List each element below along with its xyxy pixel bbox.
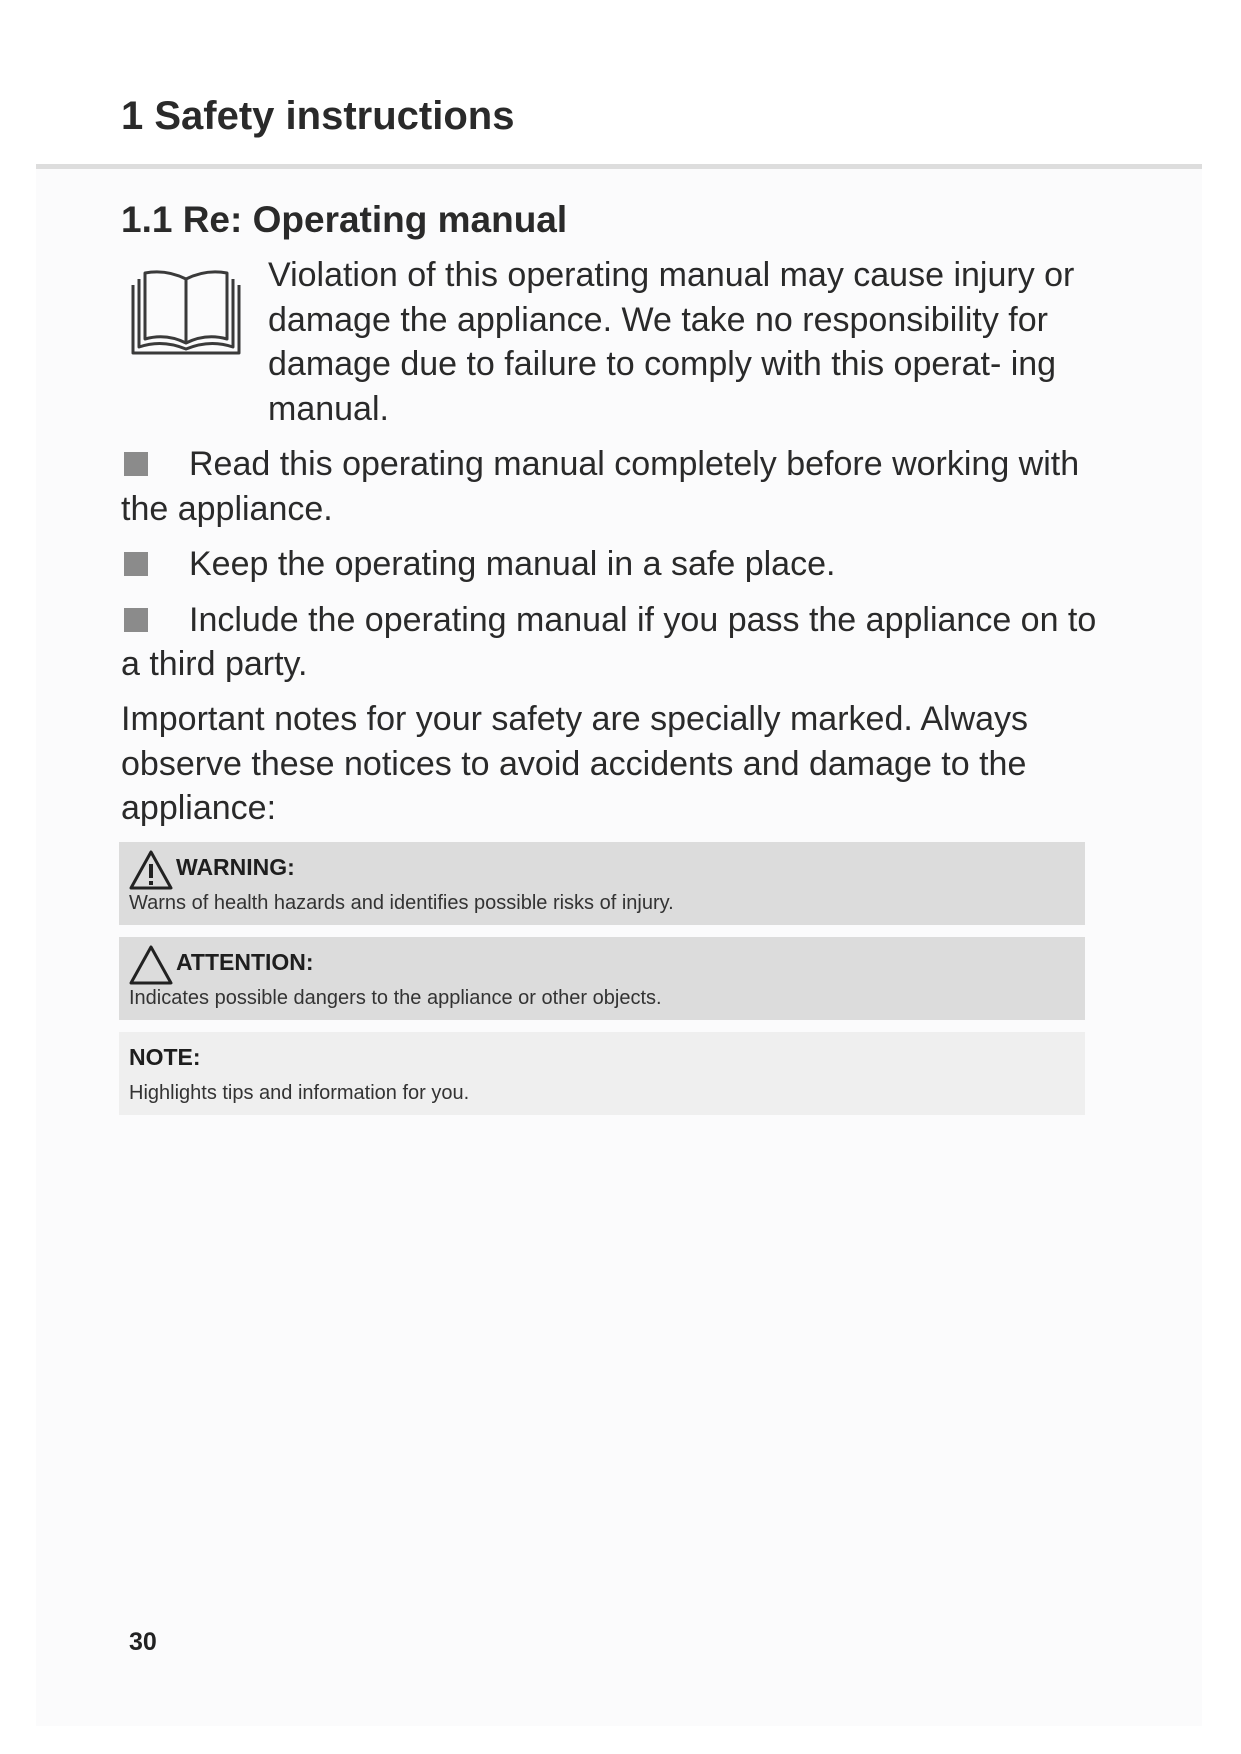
note-text: Highlights tips and information for you. — [129, 1082, 470, 1104]
warning-title: WARNING: — [176, 854, 295, 880]
bullet-square-icon — [124, 552, 148, 576]
list-item: Include the operating manual if you pass the appliance on to a third party. — [121, 600, 1097, 683]
attention-box — [119, 937, 1085, 1020]
safety-paragraph: Important notes for your safety are specially marked. Always observe these notices to avoid accidents and damage to the appliance: — [121, 700, 1029, 827]
chapter-title: 1 Safety instructions — [121, 94, 515, 138]
warning-box — [119, 842, 1085, 925]
bullet-square-icon — [124, 452, 148, 476]
warning-triangle-icon — [128, 849, 174, 891]
note-box — [119, 1032, 1085, 1115]
attention-title: ATTENTION: — [176, 949, 314, 975]
note-title: NOTE: — [129, 1044, 201, 1070]
list-item: Read this operating manual completely before working with the appliance. — [121, 445, 1080, 528]
bullet-square-icon — [124, 608, 148, 632]
bullet-list — [121, 442, 1121, 698]
section-title: 1.1 Re: Operating manual — [121, 199, 568, 240]
open-book-icon — [129, 269, 243, 357]
attention-triangle-icon — [128, 944, 174, 986]
warning-text: Warns of health hazards and identifies possible risks of injury. — [129, 892, 674, 914]
header-rule — [36, 164, 1202, 169]
attention-text: Indicates possible dangers to the appliance or other objects. — [129, 987, 662, 1009]
list-item: Keep the operating manual in a safe place. — [121, 542, 1121, 587]
intro-text: Violation of this operating manual may cause injury or damage the appliance. We take no responsibility for damage due to failure to comply with this operat- ing manual. — [268, 256, 1075, 428]
page-number: 30 — [129, 1628, 157, 1656]
